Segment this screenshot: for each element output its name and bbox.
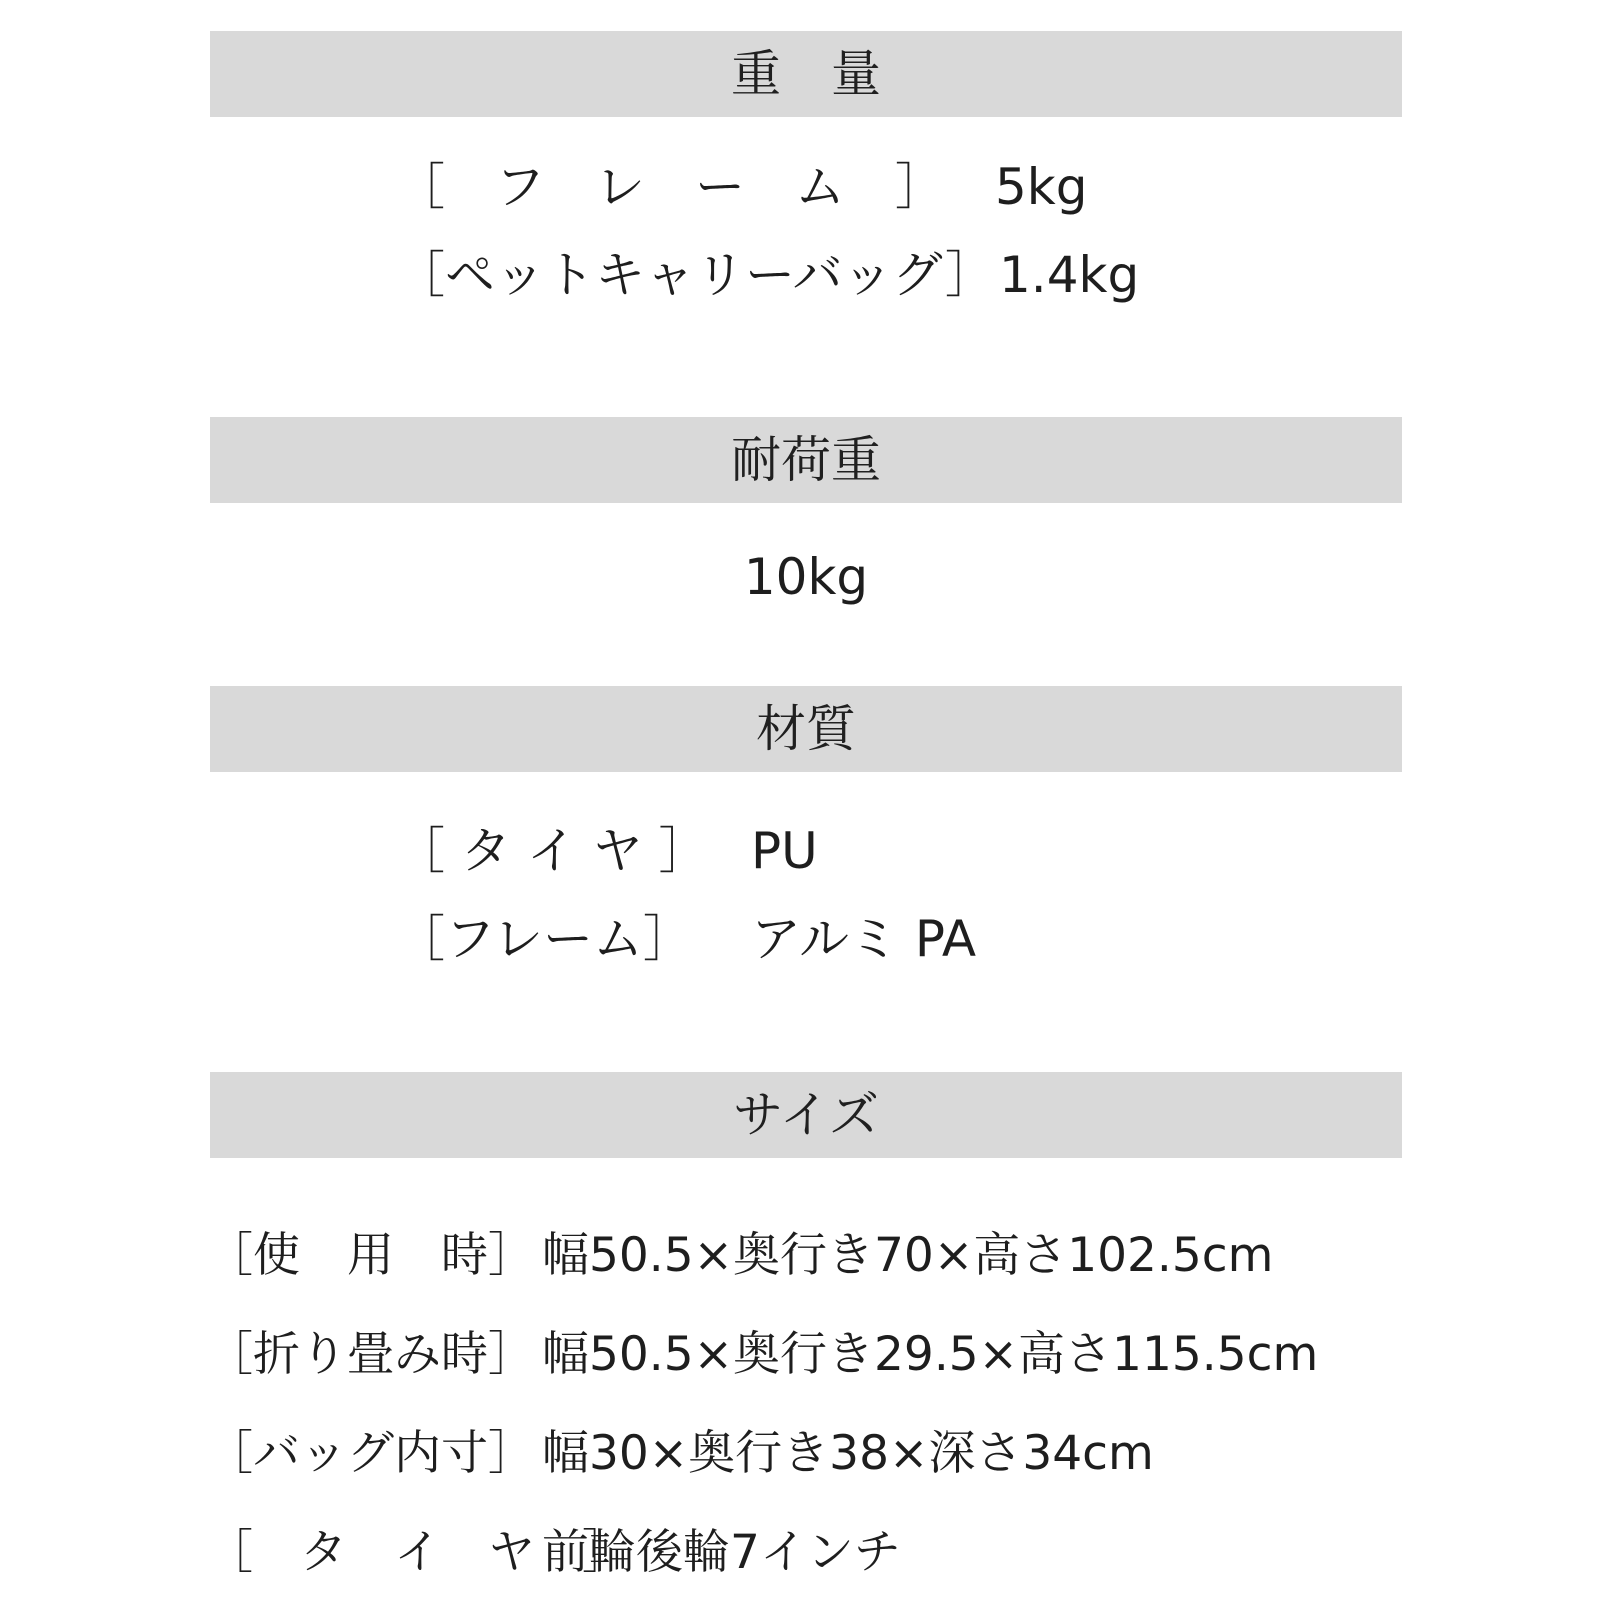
load-value: 10kg: [743, 548, 869, 606]
size-bag-inner-label: ［バッグ内寸］: [206, 1426, 535, 1481]
size-row-bag-inner: [206, 1426, 1154, 1481]
section-header-load: [210, 417, 1402, 503]
section-title-weight: 重 量: [731, 45, 881, 103]
size-row-folded: [206, 1327, 1319, 1382]
weight-frame-value: 5kg: [995, 158, 1088, 216]
section-header-size: [210, 1072, 1402, 1158]
material-tire-label: ［ タ イ ヤ ］: [395, 822, 709, 880]
material-tire-value: PU: [751, 822, 818, 880]
size-bag-inner-value: 幅30×奥行き38×深さ34cm: [542, 1426, 1154, 1481]
size-in-use-label: ［使 用 時］: [206, 1228, 535, 1283]
size-folded-value: 幅50.5×奥行き29.5×高さ115.5cm: [542, 1327, 1319, 1382]
size-row-in-use: [206, 1228, 1274, 1283]
size-row-tire: [206, 1525, 901, 1580]
weight-carrier-value: 1.4kg: [999, 246, 1140, 304]
size-tire-value: 前輪後輪7インチ: [542, 1525, 901, 1580]
material-row-frame: [395, 910, 977, 968]
material-frame-label: ［フレーム］: [395, 910, 693, 968]
weight-carrier-label: ［ペットキャリーバッグ］: [395, 246, 995, 304]
section-header-material: [210, 686, 1402, 772]
weight-row-carrier: [395, 246, 1140, 304]
weight-frame-label: ［ フ レ ー ム ］: [395, 158, 945, 216]
section-title-load: 耐荷重: [731, 431, 881, 489]
size-folded-label: ［折り畳み時］: [206, 1327, 535, 1382]
material-row-tire: [395, 822, 818, 880]
section-header-weight: [210, 31, 1402, 117]
material-frame-value: アルミ PA: [751, 910, 977, 968]
weight-row-frame: [395, 158, 1088, 216]
section-title-material: 材質: [756, 700, 856, 758]
size-tire-label: ［ タ イ ヤ ］: [206, 1525, 629, 1580]
section-title-size: サイズ: [733, 1086, 879, 1144]
size-in-use-value: 幅50.5×奥行き70×高さ102.5cm: [542, 1228, 1274, 1283]
